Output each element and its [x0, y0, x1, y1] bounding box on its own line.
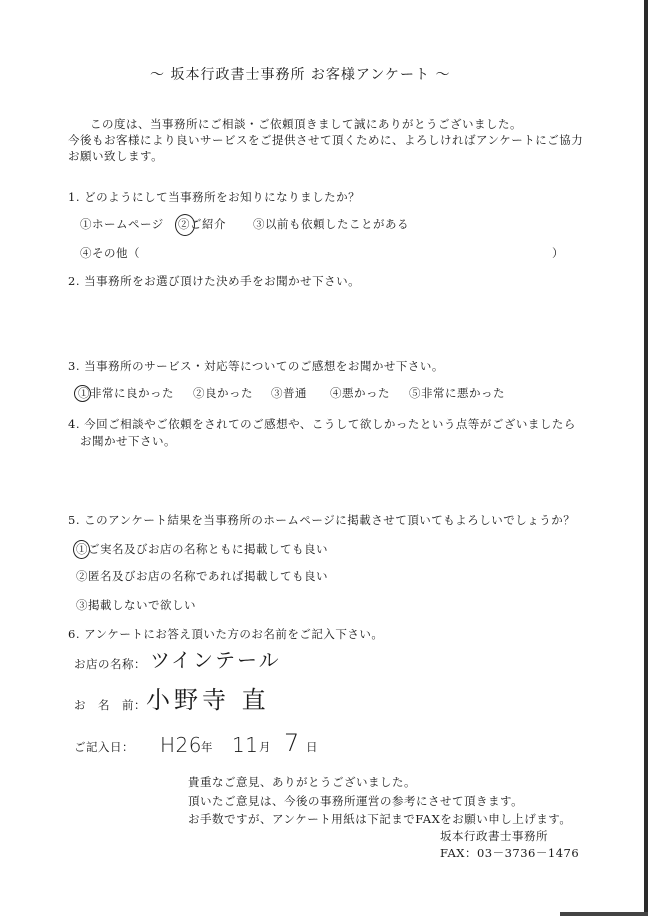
page-title: ～ 坂本行政書士事務所 お客様アンケート ～ — [150, 67, 451, 83]
q1-option-referral[interactable]: ②ご紹介 — [178, 217, 226, 231]
q3-option-very-good[interactable]: ①非常に良かった — [78, 386, 174, 400]
q3-question: 3. 当事務所のサービス・対応等についてのご感想をお聞かせ下さい。 — [68, 359, 444, 373]
selection-circle-icon — [74, 385, 91, 402]
date-day-label: 日 — [306, 740, 318, 754]
footer-thanks: 貴重なご意見、ありがとうございました。 — [188, 775, 416, 789]
q3-option-good[interactable]: ②良かった — [193, 386, 253, 400]
q5-option-real-name[interactable]: ①ご実名及びお店の名称ともに掲載しても良い — [76, 542, 328, 556]
date-label: ご記入日： — [74, 740, 134, 754]
footer-reference: 頂いたご意見は、今後の事務所運営の参考にさせて頂きます。 — [188, 794, 524, 808]
shop-name-value[interactable]: ツインテール — [150, 648, 281, 672]
q1-option-other[interactable]: ④その他（ — [80, 246, 140, 260]
selection-circle-icon — [73, 540, 90, 559]
date-day[interactable]: 7 — [284, 729, 300, 757]
scan-bottom-shadow — [560, 912, 648, 916]
name-label: お 名 前： — [74, 698, 146, 712]
q5-question: 5. このアンケート結果を当事務所のホームページに掲載させて頂いてもよろしいでしょうか？ — [68, 513, 576, 527]
q1-option-homepage[interactable]: ①ホームページ — [80, 217, 164, 231]
q4-question-line-2: お聞かせ下さい。 — [80, 434, 176, 448]
intro-line-1: この度は、当事務所にご相談・ご依頼頂きまして誠にありがとうございました。 — [90, 117, 522, 131]
q1-option-previous[interactable]: ③以前も依頼したことがある — [253, 217, 409, 231]
q5-option-anonymous[interactable]: ②匿名及びお店の名称であれば掲載しても良い — [76, 569, 328, 583]
q1-question: 1. どのようにして当事務所をお知りになりましたか？ — [68, 190, 361, 204]
shop-name-label: お店の名称： — [74, 657, 146, 671]
intro-line-3: お願い致します。 — [68, 149, 164, 163]
q6-question: 6. アンケートにお答え頂いた方のお名前をご記入下さい。 — [68, 627, 384, 641]
name-value[interactable]: 小野寺 直 — [146, 686, 270, 714]
footer-fax-number: FAX：03－3736－1476 — [440, 846, 580, 860]
footer-office-name: 坂本行政書士事務所 — [440, 829, 548, 843]
date-era-year[interactable]: H26 — [160, 733, 202, 757]
q5-option-no-publish[interactable]: ③掲載しないで欲しい — [76, 598, 196, 612]
intro-line-2: 今後もお客様により良いサービスをご提供させて頂くために、よろしければアンケートにご協力 — [68, 133, 584, 147]
q3-option-normal[interactable]: ③普通 — [271, 386, 307, 400]
footer-fax-request: お手数ですが、アンケート用紙は下記までFAXをお願い申し上げます。 — [188, 812, 572, 826]
q2-question: 2. 当事務所をお選び頂けた決め手をお聞かせ下さい。 — [68, 274, 361, 288]
q2-answer-area[interactable] — [80, 296, 560, 348]
q4-answer-area[interactable] — [80, 456, 560, 512]
q3-option-very-bad[interactable]: ⑤非常に悪かった — [409, 386, 505, 400]
date-month[interactable]: 11 — [232, 733, 259, 757]
date-month-label: 月 — [259, 740, 271, 754]
date-year-label: 年 — [201, 740, 213, 754]
q1-option-other-close: ） — [552, 246, 564, 260]
scan-edge-shadow — [644, 0, 648, 916]
q3-option-bad[interactable]: ④悪かった — [330, 386, 390, 400]
selection-circle-icon — [175, 214, 195, 236]
q4-question-line-1: 4. 今回ご相談やご依頼をされてのご感想や、こうして欲しかったという点等がございましたら — [68, 417, 576, 431]
